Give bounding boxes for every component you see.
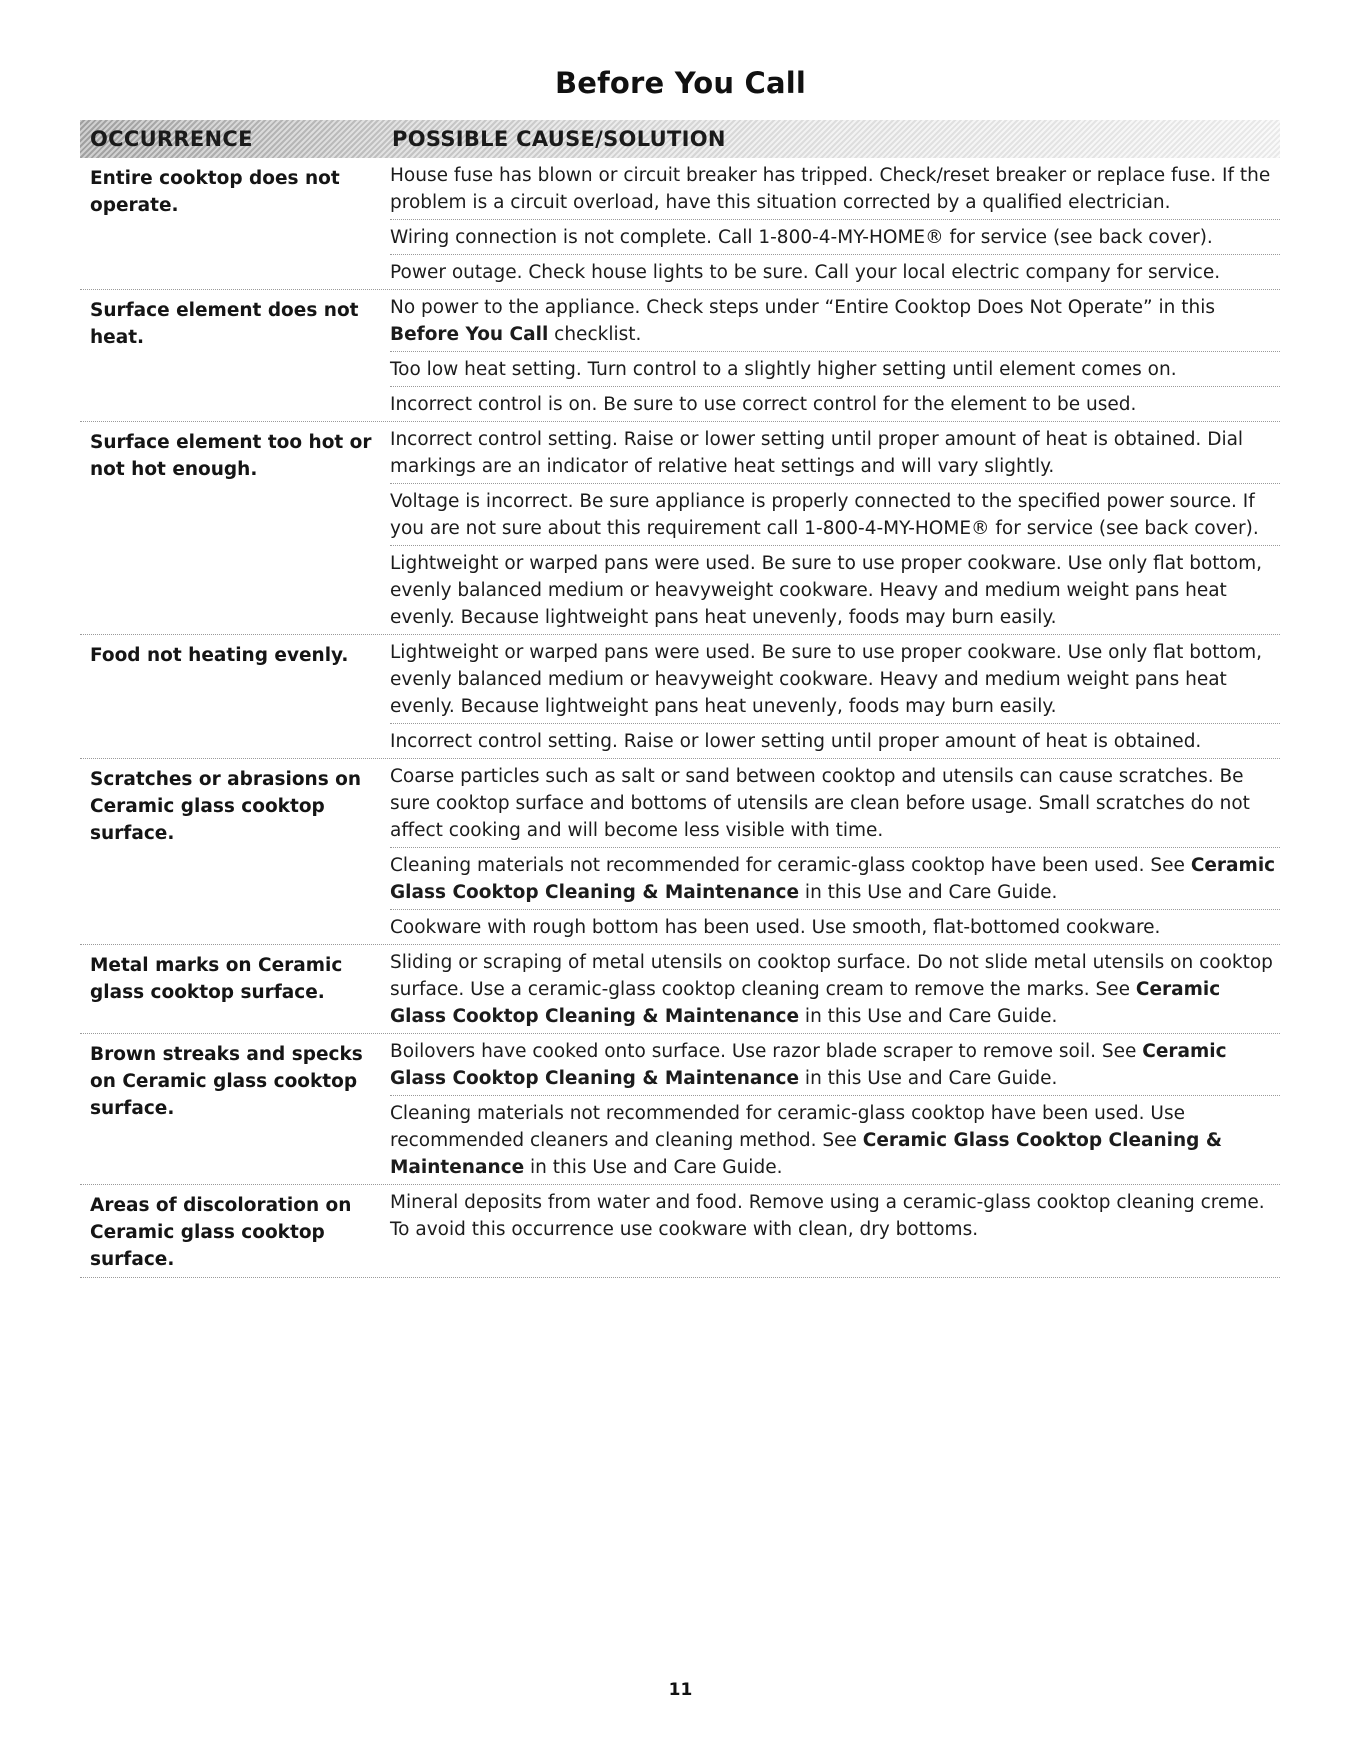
- solution-cell: [390, 724, 1280, 758]
- solution-list: [390, 158, 1280, 289]
- solution-text: in this Use and Care Guide.: [524, 1157, 783, 1178]
- table-row: [80, 158, 1280, 290]
- solution-cell: [390, 635, 1280, 724]
- solution-list: [390, 290, 1280, 421]
- solution-cell: [390, 1096, 1280, 1184]
- solution-text: Cookware with rough bottom has been used. Use smooth, flat-bottomed cookware.: [390, 917, 1161, 938]
- solution-cell: [390, 945, 1280, 1033]
- solution-text: Coarse particles such as salt or sand between cooktop and utensils can cause scratches. Be sure cooktop surface and bottoms of utensils are clean before usage. Small scratches do not affect cooking and will become less visible with time.: [390, 766, 1250, 841]
- solution-text: Cleaning materials not recommended for ceramic-glass cooktop have been used. Use recommended cleaners and cleaning method. See: [390, 1103, 1185, 1151]
- occurrence-column-header: OCCURRENCE: [90, 127, 253, 151]
- solution-text: House fuse has blown or circuit breaker has tripped. Check/reset breaker or replace fuse. If the problem is a circuit overload, have this situation corrected by a qualified electrician.: [390, 165, 1271, 213]
- solution-cell: [390, 910, 1280, 944]
- solution-text: Too low heat setting. Turn control to a slightly higher setting until element comes on.: [390, 359, 1177, 380]
- table-row: [80, 290, 1280, 422]
- solution-text: Wiring connection is not complete. Call 1-800-4-MY-HOME® for service (see back cover).: [390, 227, 1213, 248]
- reference-text: Ceramic Glass Cooktop Cleaning & Maintenance: [390, 1041, 1227, 1089]
- table-row: [80, 422, 1280, 635]
- solution-cell: [390, 352, 1280, 387]
- solution-cell: [390, 1185, 1280, 1246]
- solution-text: Voltage is incorrect. Be sure appliance is properly connected to the specified power source. If you are not sure about this requirement call 1-800-4-MY-HOME® for service (see back cover).: [390, 491, 1259, 539]
- occurrence-cell: Scratches or abrasions on Ceramic glass cooktop surface.: [90, 769, 362, 844]
- table-row: [80, 1185, 1280, 1278]
- solution-text: in this Use and Care Guide.: [799, 1006, 1058, 1027]
- solution-list: [390, 1034, 1280, 1184]
- solution-list: [390, 422, 1280, 634]
- solution-cell: [390, 220, 1280, 255]
- occurrence-cell: Food not heating evenly.: [90, 645, 349, 666]
- occurrence-cell: Areas of discoloration on Ceramic glass cooktop surface.: [90, 1195, 352, 1270]
- table-header: [80, 120, 1280, 158]
- solution-cell: [390, 255, 1280, 289]
- solution-text: Incorrect control setting. Raise or lower setting until proper amount of heat is obtained. Dial markings are an indicator of relative heat settings and will vary slightly.: [390, 429, 1244, 477]
- solution-text: Power outage. Check house lights to be sure. Call your local electric company for service.: [390, 262, 1221, 283]
- solution-cell: [390, 158, 1280, 220]
- occurrence-cell: Brown streaks and specks on Ceramic glass cooktop surface.: [90, 1044, 363, 1119]
- solution-cell: [390, 290, 1280, 352]
- occurrence-cell: Surface element too hot or not hot enough.: [90, 432, 372, 480]
- reference-text: Ceramic Glass Cooktop Cleaning & Maintenance: [390, 979, 1221, 1027]
- page-title: Before You Call: [554, 66, 807, 100]
- solution-text: No power to the appliance. Check steps under “Entire Cooktop Does Not Operate” in this: [390, 297, 1215, 318]
- reference-text: Ceramic Glass Cooktop Cleaning & Maintenance: [390, 1130, 1222, 1178]
- solution-text: Mineral deposits from water and food. Remove using a ceramic-glass cooktop cleaning creme. To avoid this occurrence use cookware with clean, dry bottoms.: [390, 1192, 1265, 1240]
- solution-text: Lightweight or warped pans were used. Be sure to use proper cookware. Use only flat bottom, evenly balanced medium or heavyweight cookware. Heavy and medium weight pans heat evenly. Because lightweight pans heat unevenly, foods may burn easily.: [390, 553, 1263, 628]
- reference-text: Before You Call: [390, 324, 549, 345]
- solution-text: checklist.: [548, 324, 642, 345]
- solution-column-header: POSSIBLE CAUSE/SOLUTION: [392, 127, 726, 151]
- solution-text: Incorrect control is on. Be sure to use correct control for the element to be used.: [390, 394, 1137, 415]
- solution-cell: [390, 422, 1280, 484]
- table-row: [80, 759, 1280, 945]
- solution-text: Cleaning materials not recommended for ceramic-glass cooktop have been used. See: [390, 855, 1191, 876]
- solution-cell: [390, 1034, 1280, 1096]
- solution-list: [390, 945, 1280, 1033]
- solution-cell: [390, 387, 1280, 421]
- solution-cell: [390, 484, 1280, 546]
- table-row: [80, 1034, 1280, 1185]
- table-body: [80, 158, 1280, 1278]
- page-number: 11: [668, 1680, 693, 1700]
- occurrence-cell: Metal marks on Ceramic glass cooktop surface.: [90, 955, 343, 1003]
- reference-text: Ceramic Glass Cooktop Cleaning & Maintenance: [390, 855, 1276, 903]
- solution-list: [390, 1185, 1280, 1277]
- table-row: [80, 945, 1280, 1034]
- solution-cell: [390, 848, 1280, 910]
- table-row: [80, 635, 1280, 759]
- occurrence-cell: Entire cooktop does not operate.: [90, 168, 340, 216]
- occurrence-cell: Surface element does not heat.: [90, 300, 359, 348]
- solution-list: [390, 635, 1280, 758]
- troubleshooting-table: [80, 120, 1280, 1278]
- solution-text: Sliding or scraping of metal utensils on cooktop surface. Do not slide metal utensils on cooktop surface. Use a ceramic-glass cooktop cleaning cream to remove the marks. See: [390, 952, 1273, 1000]
- solution-cell: [390, 759, 1280, 848]
- solution-cell: [390, 546, 1280, 634]
- solution-text: in this Use and Care Guide.: [799, 1068, 1058, 1089]
- solution-text: Boilovers have cooked onto surface. Use razor blade scraper to remove soil. See: [390, 1041, 1143, 1062]
- solution-list: [390, 759, 1280, 944]
- solution-text: Lightweight or warped pans were used. Be sure to use proper cookware. Use only flat bottom, evenly balanced medium or heavyweight cookware. Heavy and medium weight pans heat evenly. Because lightweight pans heat unevenly, foods may burn easily.: [390, 642, 1263, 717]
- solution-text: Incorrect control setting. Raise or lower setting until proper amount of heat is obtained.: [390, 731, 1202, 752]
- solution-text: in this Use and Care Guide.: [799, 882, 1058, 903]
